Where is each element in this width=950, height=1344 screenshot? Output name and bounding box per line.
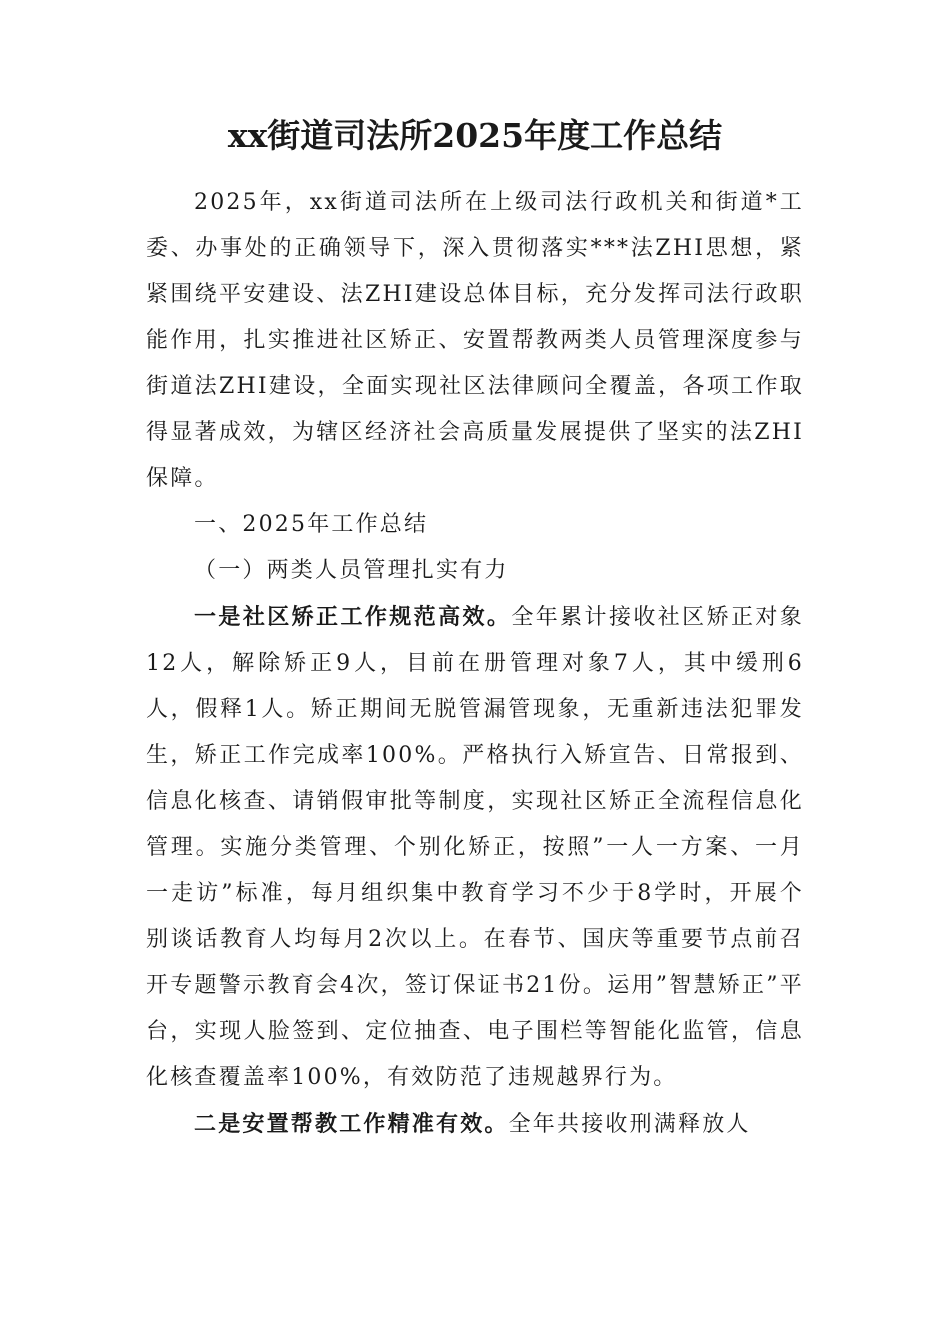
subsection-heading: （一）两类人员管理扎实有力	[194, 558, 509, 583]
document-title: xx街道司法所2025年度工作总结	[227, 116, 723, 155]
paragraph-lead: 一是社区矫正工作规范高效。	[194, 604, 512, 630]
paragraph-text: 全年累计接收社区矫正对象12人，解除矫正9人，目前在册管理对象7人，其中缓刑6人，假释1人。矫正期间无脱管漏管现象，无重新违法犯罪发生，矫正工作完成率100%。严格执行入矫宣告、日常报到、信息化核查、请销假审批等制度，实现社区矫正全流程信息化管理。实施分类管理、个别化矫正，按照”一人一方案、一月一走访”标准，每月组织集中教育学习不少于8学时，开展个别谈话教育人均每月2次以上。在春节、国庆等重要节点前召开专题警示教育会4次，签订保证书21份。运用”智慧矫正”平台，实现人脸签到、定位抽查、电子围栏等智能化监管，信息化核查覆盖率100%，有效防范了违规越界行为。	[146, 605, 804, 1090]
paragraph-community-correction	[146, 594, 804, 1101]
paragraph-lead: 二是安置帮教工作精准有效。	[194, 1111, 509, 1137]
document-body	[146, 180, 804, 1148]
section-heading: 一、2025年工作总结	[194, 512, 429, 537]
intro-paragraph: 2025年，xx街道司法所在上级司法行政机关和街道*工委、办事处的正确领导下，深入贯彻落实***法ZHI思想，紧紧围绕平安建设、法ZHI建设总体目标，充分发挥司法行政职能作用，扎实推进社区矫正、安置帮教两类人员管理深度参与街道法ZHI建设，全面实现社区法律顾问全覆盖，各项工作取得显著成效，为辖区经济社会高质量发展提供了坚实的法ZHI保障。	[146, 190, 804, 491]
paragraph-text: 全年共接收刑满释放人	[508, 1112, 751, 1137]
paragraph-resettlement	[146, 1101, 804, 1148]
